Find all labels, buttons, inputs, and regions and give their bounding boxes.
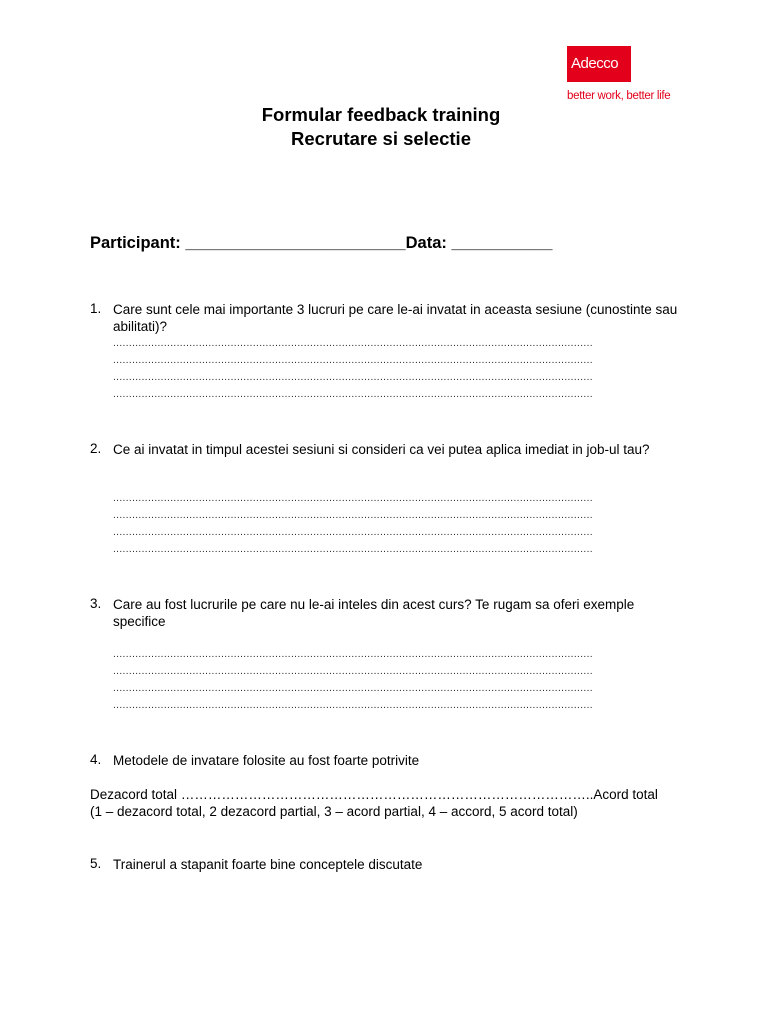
answer-line[interactable]: .......................................................................................................................................................: [113, 700, 593, 711]
answer-line[interactable]: .......................................................................................................................................................: [113, 389, 593, 400]
question-number: 4.: [90, 752, 102, 767]
rating-scale[interactable]: [90, 787, 658, 802]
answer-line[interactable]: .......................................................................................................................................................: [113, 649, 593, 660]
answer-line[interactable]: .......................................................................................................................................................: [113, 683, 593, 694]
answer-line[interactable]: .......................................................................................................................................................: [113, 493, 593, 504]
logo-wordmark: Adecco: [571, 55, 619, 72]
scale-legend: (1 – dezacord total, 2 dezacord partial, 3 – acord partial, 4 – accord, 5 acord total): [90, 804, 578, 819]
scale-left-label: Dezacord total: [90, 787, 178, 802]
participant-blank[interactable]: ________________________: [185, 234, 406, 252]
answer-line[interactable]: .......................................................................................................................................................: [113, 510, 593, 521]
brand-tagline: better work, better life: [567, 90, 671, 102]
question-text: Care sunt cele mai importante 3 lucruri pe care le-ai invatat in aceasta sesiune (cunostinte sau abilitati)?: [113, 302, 678, 334]
question-text: Ce ai invatat in timpul acestei sesiuni si consideri ca vei putea aplica imediat in job-ul tau?: [113, 442, 650, 457]
question-number: 3.: [90, 596, 102, 611]
form-subtitle: Recrutare si selectie: [291, 128, 471, 149]
answer-line[interactable]: .......................................................................................................................................................: [113, 527, 593, 538]
question-number: 2.: [90, 441, 102, 456]
date-blank[interactable]: ___________: [451, 234, 553, 252]
adecco-logo: [567, 46, 631, 82]
answer-line[interactable]: .......................................................................................................................................................: [113, 544, 593, 555]
scale-right-label: Acord total: [593, 787, 658, 802]
participant-label: Participant:: [90, 234, 186, 252]
scale-dots[interactable]: ………………………………………………………………………………..: [180, 787, 594, 802]
answer-line[interactable]: .......................................................................................................................................................: [113, 355, 593, 366]
answer-line[interactable]: .......................................................................................................................................................: [113, 372, 593, 383]
question-number: 5.: [90, 856, 102, 871]
question-text: Care au fost lucrurile pe care nu le-ai inteles din acest curs? Te rugam sa oferi exemple specifice: [113, 597, 635, 629]
question-number: 1.: [90, 301, 102, 316]
question-text: Metodele de invatare folosite au fost foarte potrivite: [113, 753, 420, 768]
answer-line[interactable]: .......................................................................................................................................................: [113, 666, 593, 677]
date-label: Data:: [405, 234, 452, 252]
answer-line[interactable]: .......................................................................................................................................................: [113, 338, 593, 349]
question-text: Trainerul a stapanit foarte bine conceptele discutate: [113, 857, 423, 872]
form-title: Formular feedback training: [261, 104, 501, 125]
participant-row: [90, 234, 552, 253]
